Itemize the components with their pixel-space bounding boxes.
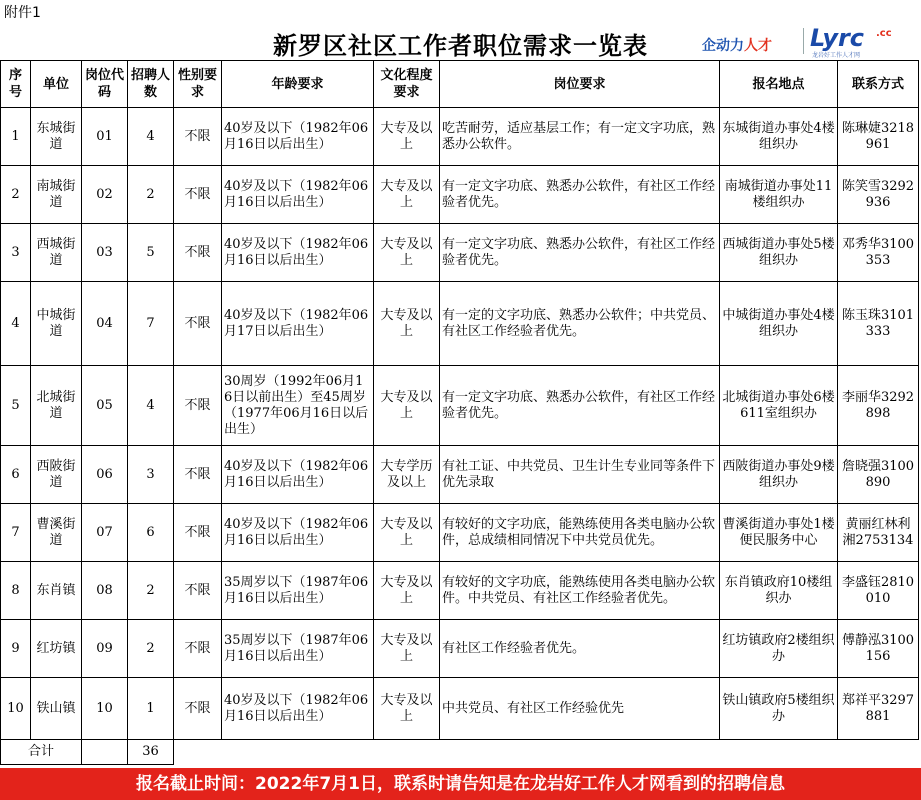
header-contact: 联系方式 [838, 61, 919, 108]
table-header-row [1, 61, 919, 108]
education-requirement: 大专及以上 [374, 108, 440, 166]
gender-requirement: 不限 [174, 224, 222, 282]
position-code: 05 [82, 366, 128, 446]
total-count: 36 [128, 740, 174, 765]
contact-info: 邓秀华3100353 [838, 224, 919, 282]
table-row [1, 678, 919, 740]
total-filler [174, 740, 919, 765]
hire-count: 3 [128, 446, 174, 504]
hire-count: 2 [128, 166, 174, 224]
table-row [1, 108, 919, 166]
registration-place: 西城街道办事处5楼组织办 [720, 224, 838, 282]
positions-table [0, 60, 919, 765]
contact-info: 郑祥平3297881 [838, 678, 919, 740]
page-title: 新罗区社区工作者职位需求一览表 [273, 31, 648, 60]
unit-name: 东城街道 [31, 108, 82, 166]
header-no: 序号 [1, 61, 31, 108]
hire-count: 5 [128, 224, 174, 282]
gender-requirement: 不限 [174, 620, 222, 678]
age-requirement: 40岁及以下（1982年06月16日以后出生） [222, 446, 374, 504]
unit-name: 西城街道 [31, 224, 82, 282]
header-requirements: 岗位要求 [440, 61, 720, 108]
brand-logo [702, 24, 907, 59]
position-requirement: 中共党员、有社区工作经验优先 [440, 678, 720, 740]
age-requirement: 40岁及以下（1982年06月16日以后出生） [222, 504, 374, 562]
unit-name: 曹溪街道 [31, 504, 82, 562]
age-requirement: 40岁及以下（1982年06月17日以后出生） [222, 282, 374, 366]
education-requirement: 大专及以上 [374, 562, 440, 620]
gender-requirement: 不限 [174, 446, 222, 504]
deadline-banner: 报名截止时间：2022年7月1日，联系时请告知是在龙岩好工作人才网看到的招聘信息 [0, 768, 921, 800]
position-code: 10 [82, 678, 128, 740]
hire-count: 6 [128, 504, 174, 562]
table-row [1, 504, 919, 562]
position-code: 04 [82, 282, 128, 366]
contact-info: 詹晓强3100890 [838, 446, 919, 504]
unit-name: 南城街道 [31, 166, 82, 224]
age-requirement: 40岁及以下（1982年06月16日以后出生） [222, 224, 374, 282]
gender-requirement: 不限 [174, 504, 222, 562]
contact-info: 陈玉珠3101333 [838, 282, 919, 366]
age-requirement: 35周岁以下（1987年06月16日以后出生） [222, 562, 374, 620]
hire-count: 4 [128, 366, 174, 446]
registration-place: 东城街道办事处4楼组织办 [720, 108, 838, 166]
header-age: 年龄要求 [222, 61, 374, 108]
hire-count: 4 [128, 108, 174, 166]
position-code: 06 [82, 446, 128, 504]
row-number: 6 [1, 446, 31, 504]
registration-place: 东肖镇政府10楼组织办 [720, 562, 838, 620]
gender-requirement: 不限 [174, 166, 222, 224]
table-row [1, 166, 919, 224]
hire-count: 1 [128, 678, 174, 740]
row-number: 1 [1, 108, 31, 166]
registration-place: 中城街道办事处4楼组织办 [720, 282, 838, 366]
total-row [1, 740, 919, 765]
attachment-label: 附件1 [4, 5, 41, 21]
position-code: 09 [82, 620, 128, 678]
unit-name: 铁山镇 [31, 678, 82, 740]
total-label: 合计 [1, 740, 82, 765]
contact-info: 李盛钰2810010 [838, 562, 919, 620]
education-requirement: 大专学历及以上 [374, 446, 440, 504]
contact-info: 陈笑雪3292936 [838, 166, 919, 224]
row-number: 4 [1, 282, 31, 366]
age-requirement: 35周岁以下（1987年06月16日以后出生） [222, 620, 374, 678]
registration-place: 铁山镇政府5楼组织办 [720, 678, 838, 740]
row-number: 8 [1, 562, 31, 620]
position-requirement: 有一定文字功底、熟悉办公软件，有社区工作经验者优先。 [440, 366, 720, 446]
brand-subtitle: 龙岩好工作人才网 [812, 52, 861, 59]
hire-count: 2 [128, 620, 174, 678]
registration-place: 曹溪街道办事处1楼便民服务中心 [720, 504, 838, 562]
header-unit: 单位 [31, 61, 82, 108]
position-code: 02 [82, 166, 128, 224]
gender-requirement: 不限 [174, 366, 222, 446]
registration-place: 西陂街道办事处9楼组织办 [720, 446, 838, 504]
hire-count: 7 [128, 282, 174, 366]
education-requirement: 大专及以上 [374, 504, 440, 562]
unit-name: 红坊镇 [31, 620, 82, 678]
age-requirement: 40岁及以下（1982年06月16日以后出生） [222, 678, 374, 740]
position-requirement: 有一定文字功底、熟悉办公软件，有社区工作经验者优先。 [440, 224, 720, 282]
age-requirement: 30周岁（1992年06月16日以前出生）至45周岁（1977年06月16日以后出生） [222, 366, 374, 446]
education-requirement: 大专及以上 [374, 620, 440, 678]
position-requirement: 有较好的文字功底，能熟练使用各类电脑办公软件。中共党员、有社区工作经验者优先。 [440, 562, 720, 620]
unit-name: 西陂街道 [31, 446, 82, 504]
row-number: 2 [1, 166, 31, 224]
header-gender: 性别要求 [174, 61, 222, 108]
position-code: 07 [82, 504, 128, 562]
table-row [1, 366, 919, 446]
registration-place: 北城街道办事处6楼611室组织办 [720, 366, 838, 446]
gender-requirement: 不限 [174, 562, 222, 620]
unit-name: 北城街道 [31, 366, 82, 446]
position-code: 03 [82, 224, 128, 282]
gender-requirement: 不限 [174, 678, 222, 740]
position-requirement: 有社区工作经验者优先。 [440, 620, 720, 678]
header-code: 岗位代码 [82, 61, 128, 108]
header-education: 文化程度要求 [374, 61, 440, 108]
brand-name-en: Lyrc [810, 24, 865, 52]
education-requirement: 大专及以上 [374, 166, 440, 224]
age-requirement: 40岁及以下（1982年06月16日以后出生） [222, 166, 374, 224]
position-requirement: 有一定的文字功底、熟悉办公软件；中共党员、有社区工作经验者优先。 [440, 282, 720, 366]
gender-requirement: 不限 [174, 282, 222, 366]
contact-info: 黄丽红林利湘2753134 [838, 504, 919, 562]
contact-info: 陈琳婕3218961 [838, 108, 919, 166]
hire-count: 2 [128, 562, 174, 620]
unit-name: 东肖镇 [31, 562, 82, 620]
unit-name: 中城街道 [31, 282, 82, 366]
table-row [1, 562, 919, 620]
table-row [1, 620, 919, 678]
table-row [1, 282, 919, 366]
position-code: 08 [82, 562, 128, 620]
position-requirement: 吃苦耐劳，适应基层工作；有一定文字功底，熟悉办公软件。 [440, 108, 720, 166]
position-code: 01 [82, 108, 128, 166]
position-requirement: 有社工证、中共党员、卫生计生专业同等条件下优先录取 [440, 446, 720, 504]
header-count: 招聘人数 [128, 61, 174, 108]
row-number: 7 [1, 504, 31, 562]
brand-tld: .cc [876, 28, 892, 39]
registration-place: 南城街道办事处11楼组织办 [720, 166, 838, 224]
contact-info: 傅静泓3100156 [838, 620, 919, 678]
position-requirement: 有较好的文字功底，能熟练使用各类电脑办公软件，总成绩相同情况下中共党员优先。 [440, 504, 720, 562]
table-row [1, 446, 919, 504]
education-requirement: 大专及以上 [374, 224, 440, 282]
header-place: 报名地点 [720, 61, 838, 108]
row-number: 9 [1, 620, 31, 678]
row-number: 10 [1, 678, 31, 740]
table-row [1, 224, 919, 282]
row-number: 5 [1, 366, 31, 446]
logo-divider [803, 28, 804, 54]
age-requirement: 40岁及以下（1982年06月16日以后出生） [222, 108, 374, 166]
gender-requirement: 不限 [174, 108, 222, 166]
education-requirement: 大专及以上 [374, 678, 440, 740]
position-requirement: 有一定文字功底、熟悉办公软件，有社区工作经验者优先。 [440, 166, 720, 224]
education-requirement: 大专及以上 [374, 282, 440, 366]
contact-info: 李丽华3292898 [838, 366, 919, 446]
brand-name-cn: 企动力人才 [702, 38, 772, 54]
education-requirement: 大专及以上 [374, 366, 440, 446]
registration-place: 红坊镇政府2楼组织办 [720, 620, 838, 678]
total-empty [82, 740, 128, 765]
row-number: 3 [1, 224, 31, 282]
